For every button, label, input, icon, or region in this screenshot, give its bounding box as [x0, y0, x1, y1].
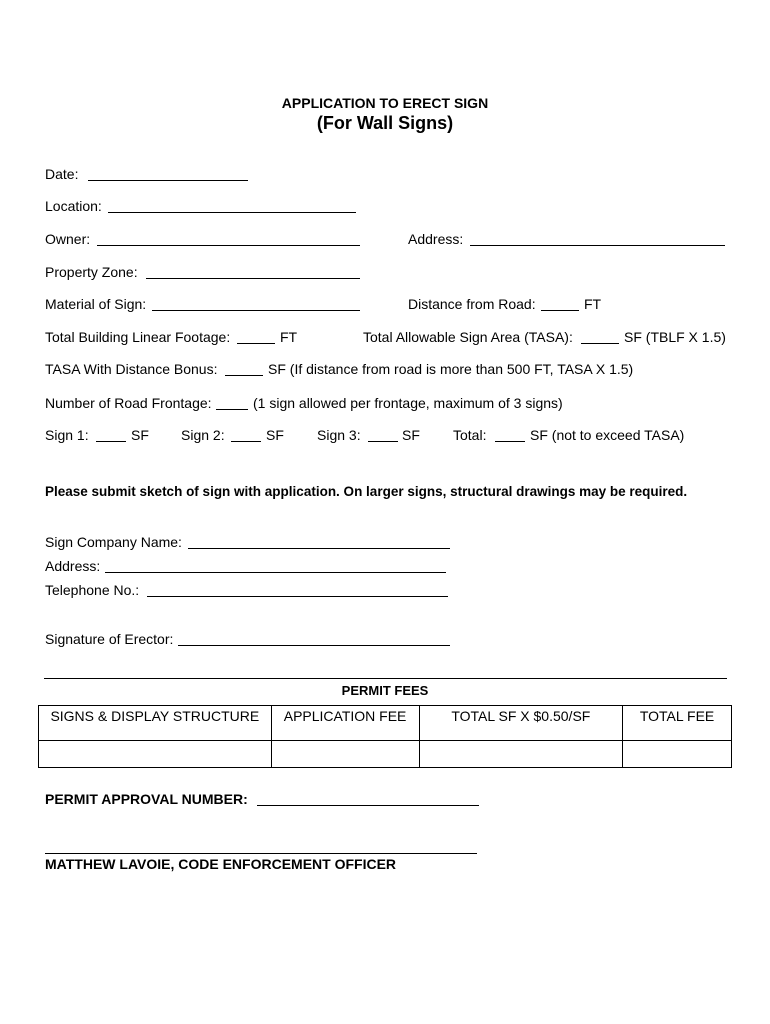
section-divider [44, 678, 727, 679]
distance-field[interactable] [541, 310, 579, 311]
company-address-label: Address: [45, 558, 101, 574]
fees-cell-signs[interactable] [39, 741, 272, 768]
approval-number-field[interactable] [257, 805, 479, 806]
property-zone-field[interactable] [146, 278, 360, 279]
approval-number-label: PERMIT APPROVAL NUMBER: [45, 791, 248, 807]
road-frontage-field[interactable] [216, 409, 248, 410]
fees-header-row [39, 706, 732, 741]
date-label: Date: [45, 166, 79, 182]
sign2-field[interactable] [231, 441, 261, 442]
tasa-unit: SF (TBLF X 1.5) [624, 329, 726, 345]
sketch-notice: Please submit sketch of sign with application. On larger signs, structural drawings may be required. [45, 484, 688, 499]
material-label: Material of Sign: [45, 296, 147, 312]
address-label: Address: [408, 231, 464, 247]
officer-signature-line[interactable] [45, 853, 477, 854]
form-title: APPLICATION TO ERECT SIGN [281, 95, 489, 111]
officer-name: MATTHEW LAVOIE, CODE ENFORCEMENT OFFICER [45, 856, 397, 872]
distance-unit: FT [584, 296, 602, 312]
company-name-field[interactable] [188, 548, 450, 549]
total-field[interactable] [495, 441, 525, 442]
tblf-field[interactable] [237, 343, 275, 344]
tasa-field[interactable] [581, 343, 619, 344]
sign1-unit: SF [131, 427, 149, 443]
location-field[interactable] [108, 212, 356, 213]
telephone-label: Telephone No.: [45, 582, 140, 598]
tblf-unit: FT [280, 329, 298, 345]
owner-label: Owner: [45, 231, 91, 247]
sign1-field[interactable] [96, 441, 126, 442]
tasa-label: Total Allowable Sign Area (TASA): [363, 329, 573, 345]
fees-col-total-sf: TOTAL SF X $0.50/SF [419, 706, 623, 741]
fees-col-application: APPLICATION FEE [271, 706, 419, 741]
road-frontage-note: (1 sign allowed per frontage, maximum of 3 signs) [253, 395, 563, 411]
company-address-field[interactable] [105, 572, 446, 573]
sign2-unit: SF [266, 427, 284, 443]
road-frontage-label: Number of Road Frontage: [45, 395, 212, 411]
company-name-label: Sign Company Name: [45, 534, 182, 550]
address-field[interactable] [470, 245, 725, 246]
location-label: Location: [45, 198, 102, 214]
permit-fees-title: PERMIT FEES [341, 683, 429, 698]
fees-col-total-fee: TOTAL FEE [623, 706, 732, 741]
total-label: Total: [453, 427, 487, 443]
signature-field[interactable] [178, 645, 450, 646]
sign1-label: Sign 1: [45, 427, 89, 443]
telephone-field[interactable] [147, 596, 448, 597]
permit-fees-table [38, 705, 732, 768]
fees-entry-row [39, 741, 732, 768]
owner-field[interactable] [97, 245, 360, 246]
signature-label: Signature of Erector: [45, 631, 174, 647]
distance-label: Distance from Road: [408, 296, 536, 312]
tasa-bonus-field[interactable] [225, 375, 263, 376]
tasa-bonus-label: TASA With Distance Bonus: [45, 361, 218, 377]
property-zone-label: Property Zone: [45, 264, 138, 280]
fees-cell-application[interactable] [271, 741, 419, 768]
fees-cell-total-sf[interactable] [419, 741, 623, 768]
date-field[interactable] [88, 180, 248, 181]
sign3-label: Sign 3: [317, 427, 361, 443]
fees-cell-total-fee[interactable] [623, 741, 732, 768]
tblf-label: Total Building Linear Footage: [45, 329, 231, 345]
fees-col-signs: SIGNS & DISPLAY STRUCTURE [39, 706, 272, 741]
total-unit: SF (not to exceed TASA) [530, 427, 685, 443]
tasa-bonus-unit: SF (If distance from road is more than 500 FT, TASA X 1.5) [268, 361, 634, 377]
material-field[interactable] [152, 310, 360, 311]
sign2-label: Sign 2: [181, 427, 225, 443]
form-subtitle: (For Wall Signs) [316, 113, 454, 133]
sign3-field[interactable] [368, 441, 398, 442]
sign3-unit: SF [402, 427, 420, 443]
